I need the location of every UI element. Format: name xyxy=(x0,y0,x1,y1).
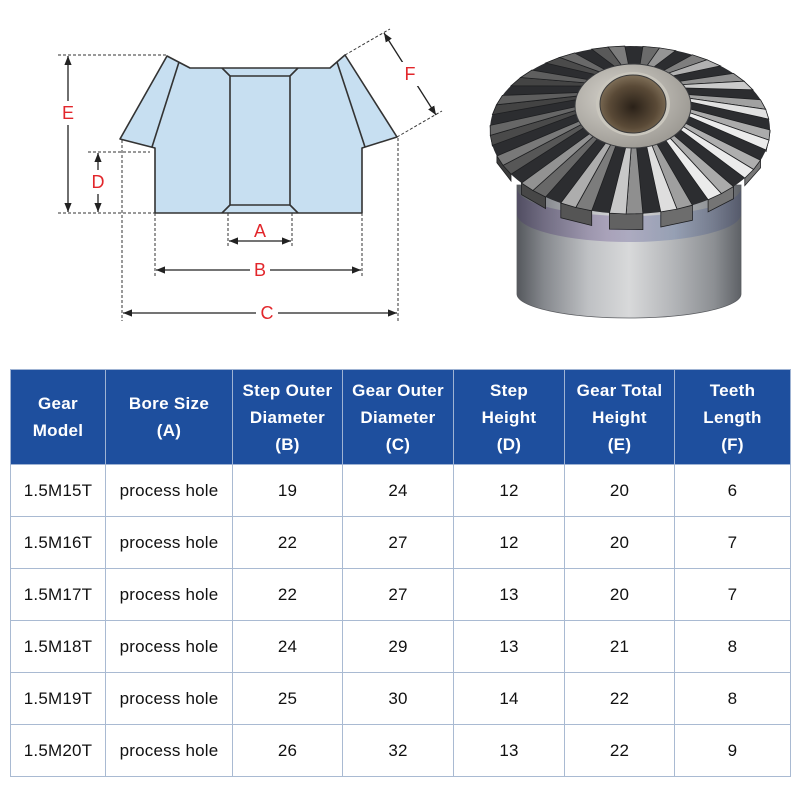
cell-step-height: 13 xyxy=(454,621,565,673)
cell-gear-outer-diameter: 32 xyxy=(343,725,454,777)
header-line: (B) xyxy=(275,434,300,454)
table-row xyxy=(11,673,791,725)
dimension-label-b: B xyxy=(253,260,267,280)
cell-gear-model: 1.5M15T xyxy=(11,465,106,517)
cell-gear-outer-diameter: 29 xyxy=(343,621,454,673)
cell-gear-model: 1.5M19T xyxy=(11,673,106,725)
gear-photo xyxy=(470,30,790,330)
dimension-label-f: F xyxy=(404,64,416,84)
table-row xyxy=(11,725,791,777)
cell-gear-total-height: 21 xyxy=(565,621,675,673)
table-row xyxy=(11,517,791,569)
dimension-label-a: A xyxy=(253,221,267,241)
cell-bore-size: process hole xyxy=(106,517,233,569)
cell-bore-size: process hole xyxy=(106,725,233,777)
header-teeth-length xyxy=(675,370,791,465)
header-line: (D) xyxy=(496,434,522,454)
cell-teeth-length: 9 xyxy=(675,725,791,777)
cell-teeth-length: 8 xyxy=(675,621,791,673)
header-step-outer-diameter xyxy=(233,370,343,465)
cell-gear-total-height: 20 xyxy=(565,465,675,517)
cell-gear-outer-diameter: 27 xyxy=(343,569,454,621)
cell-gear-total-height: 22 xyxy=(565,673,675,725)
header-line: (C) xyxy=(385,434,411,454)
cell-gear-model: 1.5M16T xyxy=(11,517,106,569)
header-line: (E) xyxy=(607,434,632,454)
cell-gear-model: 1.5M20T xyxy=(11,725,106,777)
header-gear-model xyxy=(11,370,106,465)
bore-hole xyxy=(600,75,666,133)
header-line: Length xyxy=(703,407,762,427)
header-line: Diameter xyxy=(360,407,436,427)
cell-step-height: 12 xyxy=(454,465,565,517)
header-line: Diameter xyxy=(249,407,326,427)
cell-gear-outer-diameter: 30 xyxy=(343,673,454,725)
cell-step-height: 12 xyxy=(454,517,565,569)
cell-teeth-length: 6 xyxy=(675,465,791,517)
cell-step-height: 13 xyxy=(454,569,565,621)
cell-gear-model: 1.5M17T xyxy=(11,569,106,621)
cell-step-outer-diameter: 22 xyxy=(233,569,343,621)
cell-gear-outer-diameter: 24 xyxy=(343,465,454,517)
cell-step-outer-diameter: 25 xyxy=(233,673,343,725)
header-line: Step Outer xyxy=(242,380,333,400)
header-line: Bore Size xyxy=(128,394,210,413)
cell-gear-total-height: 20 xyxy=(565,569,675,621)
cell-gear-model: 1.5M18T xyxy=(11,621,106,673)
cell-step-outer-diameter: 19 xyxy=(233,465,343,517)
cell-gear-total-height: 20 xyxy=(565,517,675,569)
cell-bore-size: process hole xyxy=(106,621,233,673)
cell-teeth-length: 7 xyxy=(675,517,791,569)
header-gear-total-height xyxy=(565,370,675,465)
cell-step-height: 14 xyxy=(454,673,565,725)
dimension-label-e: E xyxy=(61,103,75,123)
cell-gear-outer-diameter: 27 xyxy=(343,517,454,569)
cell-gear-total-height: 22 xyxy=(565,725,675,777)
header-line: Gear Outer xyxy=(352,380,444,400)
cell-step-outer-diameter: 22 xyxy=(233,517,343,569)
table-row xyxy=(11,569,791,621)
gear-dimension-diagram xyxy=(0,0,460,340)
table-header-row xyxy=(11,370,791,465)
cell-step-outer-diameter: 26 xyxy=(233,725,343,777)
header-line: Height xyxy=(481,407,537,427)
header-line: Model xyxy=(32,421,84,440)
header-line: (F) xyxy=(721,434,744,454)
dimension-label-d: D xyxy=(91,172,105,192)
dimension-label-c: C xyxy=(260,303,274,323)
gear-tooth-heel xyxy=(609,213,643,230)
header-line: (A) xyxy=(156,421,182,440)
header-line: Step xyxy=(489,380,529,400)
cell-step-height: 13 xyxy=(454,725,565,777)
cell-bore-size: process hole xyxy=(106,465,233,517)
header-step-height xyxy=(454,370,565,465)
cell-teeth-length: 8 xyxy=(675,673,791,725)
header-gear-outer-diameter xyxy=(343,370,454,465)
cell-step-outer-diameter: 24 xyxy=(233,621,343,673)
table-row xyxy=(11,465,791,517)
extension-line xyxy=(345,29,390,55)
table-row xyxy=(11,621,791,673)
cell-bore-size: process hole xyxy=(106,673,233,725)
header-line: Height xyxy=(592,407,647,427)
header-line: Gear Total xyxy=(576,380,663,400)
header-line: Gear xyxy=(38,394,78,413)
gear-cross-section xyxy=(120,55,397,213)
cell-bore-size: process hole xyxy=(106,569,233,621)
header-line: Teeth xyxy=(709,380,756,400)
gear-spec-table xyxy=(10,369,791,777)
cell-teeth-length: 7 xyxy=(675,569,791,621)
header-bore-size xyxy=(106,370,233,465)
